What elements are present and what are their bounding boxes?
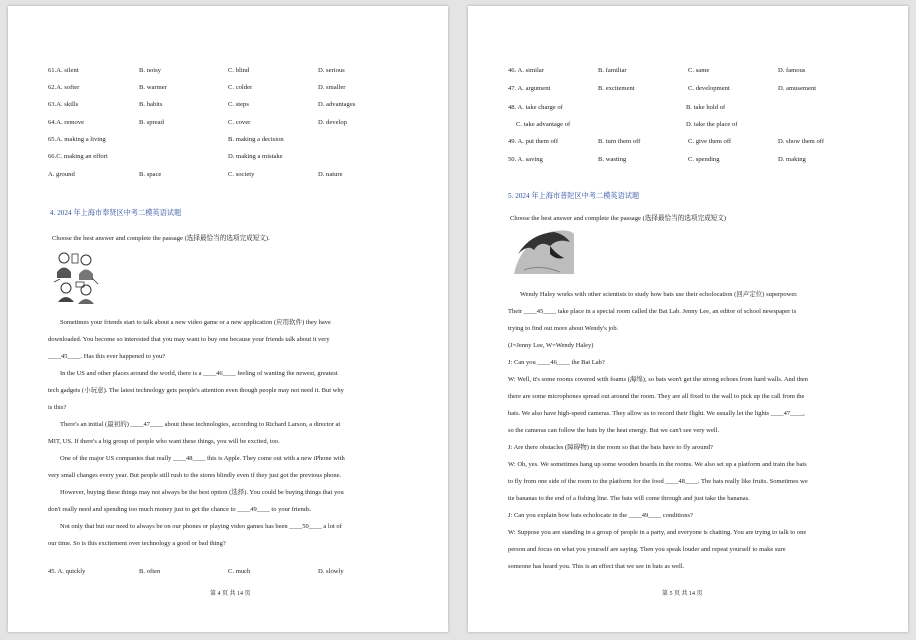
document-page-4: [8, 6, 448, 632]
option-item: B. space: [139, 171, 162, 178]
option-item: 65.A. making a living: [48, 136, 106, 143]
option-item: 63.A. skills: [48, 101, 79, 108]
option-item: D. serious: [318, 67, 345, 74]
option-item: C. much: [228, 568, 251, 575]
option-item: B. often: [139, 568, 161, 575]
option-item: A. ground: [48, 171, 75, 178]
passage-line: Their ____45____ take place in a special room called the Bat Lab. Jenny Lee, an editor of school newspaper is: [508, 308, 797, 315]
passage-line: trying to find out more about Wendy's job.: [508, 325, 619, 332]
option-item: 61.A. silent: [48, 67, 79, 74]
option-item: C. cover: [228, 119, 251, 126]
illustration-people-with-gadgets: [52, 248, 100, 306]
option-item: D. slowly: [318, 568, 344, 575]
option-item: B. warmer: [139, 84, 167, 91]
illustration-bat-in-flight: [510, 224, 576, 278]
option-item: C. colder: [228, 84, 253, 91]
passage-line: very small changes every year. But people still rush to the stores blindly even if they just got the previous phone.: [48, 472, 342, 479]
option-item: 64.A. remove: [48, 119, 85, 126]
option-48c: C. take advantage of: [516, 121, 571, 128]
passage-line: don't really need and spending too much money just to get the chance to ____49____ to your friends.: [48, 506, 312, 513]
option-item: B. familiar: [598, 67, 627, 74]
passage-line: One of the major US companies that really ____48____ this is Apple. They come out with a new iPhone with: [60, 455, 345, 462]
section-intro: Choose the best answer and complete the passage (选择最恰当的选项完成短文).: [52, 235, 270, 242]
passage-line: is this?: [48, 404, 67, 411]
option-item: D. amusement: [778, 85, 817, 92]
option-item: C. spending: [688, 156, 720, 163]
section-intro: Choose the best answer and complete the passage (选择最恰当的选项完成短文): [510, 215, 727, 222]
passage-line: W: Oh, yes. We sometimes hang up some wooden boards in the rooms. We also set up a platform and train the bats: [508, 461, 807, 468]
option-item: D. develop: [318, 119, 347, 126]
option-item: B. wasting: [598, 156, 627, 163]
option-48b: B. take hold of: [686, 104, 726, 111]
passage-line: However, buying these things may not always be the best option (选择). You could be buying things that you: [60, 489, 344, 496]
option-item: B. making a decision: [228, 136, 284, 143]
passage-line: ____45____. Has this ever happened to you?: [48, 353, 166, 360]
passage-line: Wendy Haley works with other scientists to study how bats use their echolocation (回声定位) superpower.: [520, 291, 798, 298]
page-footer: 第 4 页 共 14 页: [210, 591, 251, 597]
option-item: 46. A. similar: [508, 67, 544, 74]
passage-line: In the US and other places around the world, there is a ____46____ feeling of wanting the newest, greatest: [60, 370, 338, 377]
option-item: C. steps: [228, 101, 249, 108]
option-48d: D. take the place of: [686, 121, 738, 128]
passage-line: Sometimes your friends start to talk about a new video game or a new application (应用软件) they have: [60, 319, 331, 326]
passage-line: J: Can you ____46____ the Bat Lab?: [508, 359, 605, 366]
option-item: C. development: [688, 85, 730, 92]
option-item: D. famous: [778, 67, 806, 74]
option-item: B. habits: [139, 101, 163, 108]
page-footer: 第 5 页 共 14 页: [662, 591, 703, 597]
option-48a: 48. A. take charge of: [508, 104, 563, 111]
option-item: D. smaller: [318, 84, 346, 91]
passage-text: [508, 286, 870, 575]
passage-line: J: Can you explain how bats echolocate in the ____49____ conditions?: [508, 512, 693, 519]
option-item: 62.A. softer: [48, 84, 80, 91]
passage-text: [48, 314, 410, 552]
passage-line: there are some microphones spread out around the room. They are all fixed to the wall to pick up the call from the: [508, 393, 805, 400]
passage-line: J: Are there obstacles (障碍物) in the room so that the bats have to fly around?: [508, 444, 713, 451]
passage-line: W: Suppose you are standing in a group of people in a party, and everyone is chatting. You are trying to talk to one: [508, 529, 807, 536]
passage-line: W: Well, it's some rooms covered with foams (海绵), so bats won't get the strong echoes from hard walls. And then: [508, 376, 808, 383]
passage-line: bats. We also have high-speed cameras. They allow us to record their flight. We usually let the lights ____47____,: [508, 410, 805, 417]
passage-line: so the cameras can follow the bats by the heat energy. But we can't see very well.: [508, 427, 720, 434]
passage-line: (J=Jenny Lee, W=Wendy Haley): [508, 342, 594, 349]
passage-line: tech gadgets (小玩意). The latest technology gets people's attention even though people may not need it. But why: [48, 387, 344, 394]
document-page-5: [468, 6, 908, 632]
section-title: 4. 2024 年上海市奉贤区中考二模英语试题: [50, 209, 182, 217]
passage-line: There's an initial (最初的) ____47____ about these technologies, according to Richard Larson, a director at: [60, 421, 341, 428]
passage-line: Not only that but our need to always be on our phones or playing video games has been ____50____ a lot of: [60, 523, 342, 530]
option-item: C. same: [688, 67, 710, 74]
passage-line: downloaded. You become so interested that you may want to buy one because your friends talk about it very: [48, 336, 330, 343]
section-title: 5. 2024 年上海市普陀区中考二模英语试题: [508, 192, 640, 200]
option-item: 45. A. quickly: [48, 568, 86, 575]
passage-line: to fly from one side of the room to the platform for the food ____48____. The bats really like fruits. Sometimes we: [508, 478, 808, 485]
option-item: B. turn them off: [598, 138, 641, 145]
passage-line: person and focus on what you yourself are saying. Then you speak louder and repeat yourself to make sure: [508, 546, 786, 553]
option-item: B. noisy: [139, 67, 161, 74]
option-item: C. give them off: [688, 138, 732, 145]
option-item: D. making: [778, 156, 806, 163]
option-item: 49. A. put them off: [508, 138, 559, 145]
option-item: B. excitement: [598, 85, 635, 92]
option-item: C. blind: [228, 67, 250, 74]
option-item: C. society: [228, 171, 255, 178]
passage-line: tie bananas to the end of a fishing line. The bats will come through and just take the bananas.: [508, 495, 750, 502]
option-item: D. making a mistake: [228, 153, 283, 160]
option-item: D. show them off: [778, 138, 825, 145]
option-item: D. advantages: [318, 101, 356, 108]
option-item: D. nature: [318, 171, 343, 178]
passage-line: MIT, US. If there's a big group of people who want these things, you will be excited, too.: [48, 438, 280, 445]
option-item: 50. A. saving: [508, 156, 543, 163]
passage-line: someone has heard you. This is an effect that we see in bats as well.: [508, 563, 685, 570]
option-item: 47. A. argument: [508, 85, 551, 92]
option-item: 66.C. making an effort: [48, 153, 108, 160]
passage-line: our time. So is this excitement over technology a good or bad thing?: [48, 540, 226, 547]
option-item: B. spread: [139, 119, 164, 126]
